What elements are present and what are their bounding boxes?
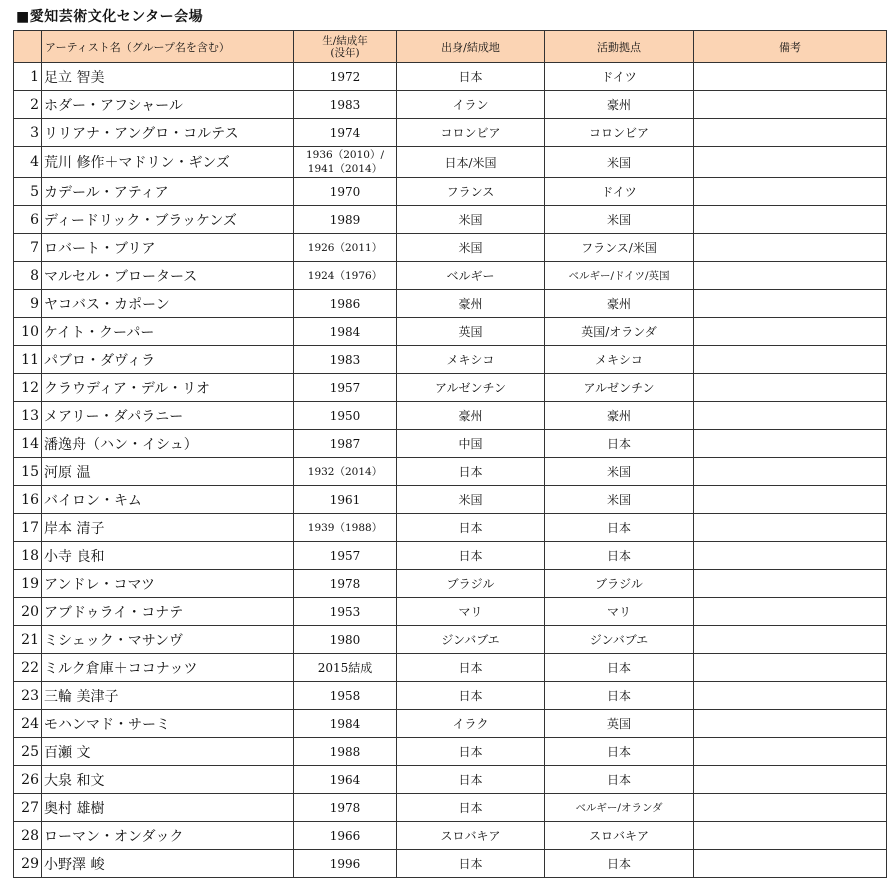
artist-name: マルセル・ブロータース (42, 262, 294, 290)
base-cell: 豪州 (545, 91, 694, 119)
notes-cell (694, 794, 887, 822)
base-cell: 米国 (545, 147, 694, 178)
year-cell: 1984 (294, 318, 397, 346)
artist-name: 大泉 和文 (42, 766, 294, 794)
header-base: 活動拠点 (545, 31, 694, 63)
base-cell: 日本 (545, 514, 694, 542)
base-cell: 日本 (545, 766, 694, 794)
row-number: 5 (14, 178, 42, 206)
year-line2: 1941（2014） (307, 163, 383, 175)
table-row (14, 710, 887, 738)
year-cell: 1970 (294, 178, 397, 206)
origin-cell: 日本 (397, 654, 545, 682)
year-cell: 1978 (294, 794, 397, 822)
table-row (14, 570, 887, 598)
notes-cell (694, 570, 887, 598)
table-row (14, 458, 887, 486)
row-number: 9 (14, 290, 42, 318)
table-row (14, 766, 887, 794)
row-number: 20 (14, 598, 42, 626)
header-year-line1: 生/結成年 (322, 34, 368, 47)
row-number: 29 (14, 850, 42, 878)
notes-cell (694, 318, 887, 346)
header-year-line2: (没年) (330, 46, 360, 59)
notes-cell (694, 486, 887, 514)
row-number: 14 (14, 430, 42, 458)
artist-name: 荒川 修作＋マドリン・ギンズ (42, 147, 294, 178)
artist-name: ミシェック・マサンヴ (42, 626, 294, 654)
header-notes: 備考 (694, 31, 887, 63)
base-cell: 日本 (545, 430, 694, 458)
artist-name: 小野澤 峻 (42, 850, 294, 878)
year-cell: 1987 (294, 430, 397, 458)
origin-cell: スロバキア (397, 822, 545, 850)
year-cell: 1924（1976） (294, 262, 397, 290)
header-year (294, 31, 397, 63)
artist-name: 潘逸舟（ハン・イシュ） (42, 430, 294, 458)
base-cell: ブラジル (545, 570, 694, 598)
table-body (14, 63, 887, 878)
origin-cell: 日本 (397, 682, 545, 710)
table-row (14, 63, 887, 91)
base-cell: 日本 (545, 542, 694, 570)
base-cell: ドイツ (545, 178, 694, 206)
year-cell: 1961 (294, 486, 397, 514)
table-row (14, 119, 887, 147)
year-cell: 1957 (294, 374, 397, 402)
notes-cell (694, 206, 887, 234)
origin-cell: メキシコ (397, 346, 545, 374)
artist-table (13, 30, 887, 878)
base-cell: ドイツ (545, 63, 694, 91)
table-row (14, 738, 887, 766)
notes-cell (694, 682, 887, 710)
year-cell: 1996 (294, 850, 397, 878)
year-cell: 1926（2011） (294, 234, 397, 262)
origin-cell: 米国 (397, 206, 545, 234)
year-cell: 1939（1988） (294, 514, 397, 542)
origin-cell: イラク (397, 710, 545, 738)
artist-name: ロバート・ブリア (42, 234, 294, 262)
table-row (14, 430, 887, 458)
origin-cell: 米国 (397, 234, 545, 262)
page-title: ■愛知芸術文化センター会場 (16, 9, 204, 25)
row-number: 28 (14, 822, 42, 850)
notes-cell (694, 654, 887, 682)
base-cell: 日本 (545, 850, 694, 878)
row-number: 19 (14, 570, 42, 598)
table-row (14, 374, 887, 402)
notes-cell (694, 119, 887, 147)
row-number: 27 (14, 794, 42, 822)
artist-name: モハンマド・サーミ (42, 710, 294, 738)
table-header-row (14, 31, 887, 63)
table-row (14, 598, 887, 626)
artist-name: ホダー・アフシャール (42, 91, 294, 119)
row-number: 23 (14, 682, 42, 710)
year-cell: 1964 (294, 766, 397, 794)
year-cell: 1966 (294, 822, 397, 850)
origin-cell: 日本 (397, 794, 545, 822)
notes-cell (694, 234, 887, 262)
year-cell: 1986 (294, 290, 397, 318)
artist-name: 足立 智美 (42, 63, 294, 91)
table-row (14, 402, 887, 430)
artist-name: カデール・アティア (42, 178, 294, 206)
artist-name: バイロン・キム (42, 486, 294, 514)
origin-cell: 日本 (397, 63, 545, 91)
artist-name: ローマン・オンダック (42, 822, 294, 850)
origin-cell: 日本 (397, 850, 545, 878)
row-number: 16 (14, 486, 42, 514)
origin-cell: アルゼンチン (397, 374, 545, 402)
year-cell: 1980 (294, 626, 397, 654)
header-origin: 出身/結成地 (397, 31, 545, 63)
year-cell (294, 147, 397, 178)
artist-name: クラウディア・デル・リオ (42, 374, 294, 402)
row-number: 26 (14, 766, 42, 794)
base-cell: 米国 (545, 458, 694, 486)
row-number: 24 (14, 710, 42, 738)
artist-name: 三輪 美津子 (42, 682, 294, 710)
year-cell: 1957 (294, 542, 397, 570)
year-cell: 1988 (294, 738, 397, 766)
notes-cell (694, 178, 887, 206)
table-row (14, 654, 887, 682)
row-number: 22 (14, 654, 42, 682)
row-number: 3 (14, 119, 42, 147)
header-number (14, 31, 42, 63)
row-number: 21 (14, 626, 42, 654)
year-cell: 1989 (294, 206, 397, 234)
origin-cell: 豪州 (397, 402, 545, 430)
notes-cell (694, 738, 887, 766)
year-cell: 1932（2014） (294, 458, 397, 486)
table-row (14, 514, 887, 542)
artist-name: アンドレ・コマツ (42, 570, 294, 598)
table-row (14, 290, 887, 318)
artist-name: ミルク倉庫＋ココナッツ (42, 654, 294, 682)
row-number: 2 (14, 91, 42, 119)
base-cell: ジンバブエ (545, 626, 694, 654)
origin-cell: コロンビア (397, 119, 545, 147)
base-cell: 英国/オランダ (545, 318, 694, 346)
notes-cell (694, 147, 887, 178)
row-number: 6 (14, 206, 42, 234)
base-cell: コロンビア (545, 119, 694, 147)
row-number: 4 (14, 147, 42, 178)
base-cell: スロバキア (545, 822, 694, 850)
notes-cell (694, 850, 887, 878)
row-number: 18 (14, 542, 42, 570)
row-number: 11 (14, 346, 42, 374)
base-cell: 日本 (545, 654, 694, 682)
notes-cell (694, 346, 887, 374)
year-cell: 1953 (294, 598, 397, 626)
origin-cell: 英国 (397, 318, 545, 346)
row-number: 25 (14, 738, 42, 766)
origin-cell: フランス (397, 178, 545, 206)
year-cell: 1972 (294, 63, 397, 91)
table-row (14, 682, 887, 710)
base-cell: ベルギー/ドイツ/英国 (545, 262, 694, 290)
year-cell: 1950 (294, 402, 397, 430)
artist-name: ヤコバス・カポーン (42, 290, 294, 318)
artist-name: 奥村 雄樹 (42, 794, 294, 822)
notes-cell (694, 766, 887, 794)
table-row (14, 850, 887, 878)
row-number: 17 (14, 514, 42, 542)
table-row (14, 318, 887, 346)
notes-cell (694, 822, 887, 850)
notes-cell (694, 626, 887, 654)
year-cell: 2015結成 (294, 654, 397, 682)
base-cell: アルゼンチン (545, 374, 694, 402)
artist-name: パブロ・ダヴィラ (42, 346, 294, 374)
origin-cell: 豪州 (397, 290, 545, 318)
notes-cell (694, 598, 887, 626)
table-row (14, 262, 887, 290)
origin-cell: 日本 (397, 766, 545, 794)
origin-cell: 日本 (397, 514, 545, 542)
table-row (14, 206, 887, 234)
base-cell: 英国 (545, 710, 694, 738)
notes-cell (694, 430, 887, 458)
origin-cell: イラン (397, 91, 545, 119)
artist-name: 百瀬 文 (42, 738, 294, 766)
year-cell: 1974 (294, 119, 397, 147)
row-number: 12 (14, 374, 42, 402)
table-row (14, 794, 887, 822)
notes-cell (694, 290, 887, 318)
base-cell: 豪州 (545, 290, 694, 318)
origin-cell: ジンバブエ (397, 626, 545, 654)
artist-name: 岸本 清子 (42, 514, 294, 542)
table-row (14, 147, 887, 178)
base-cell: 米国 (545, 206, 694, 234)
base-cell: 米国 (545, 486, 694, 514)
artist-name: リリアナ・アングロ・コルテス (42, 119, 294, 147)
artist-name: メアリー・ダパラニー (42, 402, 294, 430)
table-row (14, 542, 887, 570)
year-cell: 1984 (294, 710, 397, 738)
row-number: 10 (14, 318, 42, 346)
artist-name: 小寺 良和 (42, 542, 294, 570)
artist-name: アブドゥライ・コナテ (42, 598, 294, 626)
table-row (14, 178, 887, 206)
notes-cell (694, 262, 887, 290)
year-line1: 1936（2010）/ (306, 149, 384, 161)
base-cell: フランス/米国 (545, 234, 694, 262)
base-cell: 日本 (545, 682, 694, 710)
table-row (14, 626, 887, 654)
table-row (14, 486, 887, 514)
table-row (14, 234, 887, 262)
notes-cell (694, 374, 887, 402)
year-cell: 1978 (294, 570, 397, 598)
base-cell: マリ (545, 598, 694, 626)
base-cell: メキシコ (545, 346, 694, 374)
origin-cell: 中国 (397, 430, 545, 458)
year-cell: 1958 (294, 682, 397, 710)
base-cell: 豪州 (545, 402, 694, 430)
artist-name: ケイト・クーパー (42, 318, 294, 346)
header-artist-name: アーティスト名（グループ名を含む） (42, 31, 294, 63)
year-cell: 1983 (294, 91, 397, 119)
base-cell: 日本 (545, 738, 694, 766)
notes-cell (694, 402, 887, 430)
origin-cell: 日本 (397, 738, 545, 766)
origin-cell: マリ (397, 598, 545, 626)
row-number: 7 (14, 234, 42, 262)
year-cell: 1983 (294, 346, 397, 374)
artist-name: 河原 温 (42, 458, 294, 486)
notes-cell (694, 91, 887, 119)
origin-cell: 日本/米国 (397, 147, 545, 178)
notes-cell (694, 710, 887, 738)
table-row (14, 91, 887, 119)
notes-cell (694, 63, 887, 91)
artist-name: ディードリック・ブラッケンズ (42, 206, 294, 234)
row-number: 8 (14, 262, 42, 290)
origin-cell: 日本 (397, 542, 545, 570)
notes-cell (694, 514, 887, 542)
row-number: 13 (14, 402, 42, 430)
row-number: 15 (14, 458, 42, 486)
table-row (14, 822, 887, 850)
origin-cell: ベルギー (397, 262, 545, 290)
notes-cell (694, 458, 887, 486)
table-row (14, 346, 887, 374)
row-number: 1 (14, 63, 42, 91)
origin-cell: 米国 (397, 486, 545, 514)
origin-cell: ブラジル (397, 570, 545, 598)
base-cell: ベルギー/オランダ (545, 794, 694, 822)
notes-cell (694, 542, 887, 570)
origin-cell: 日本 (397, 458, 545, 486)
